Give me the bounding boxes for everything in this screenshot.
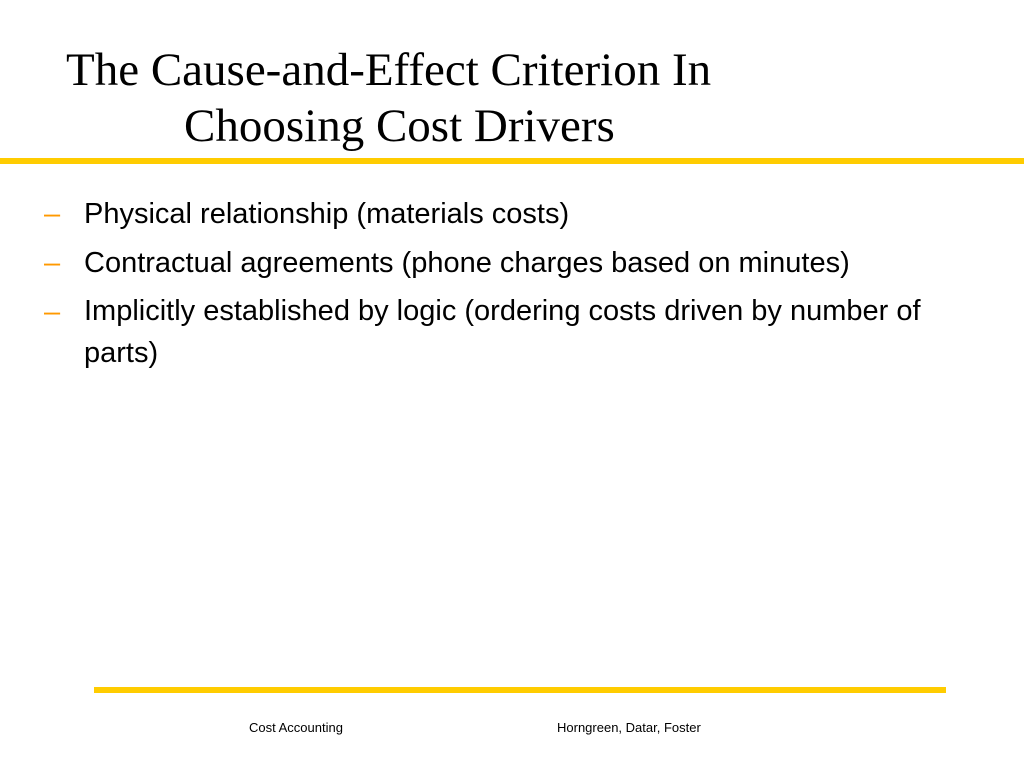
footer-authors: Horngreen, Datar, Foster bbox=[557, 720, 701, 735]
slide-title-line-2: Choosing Cost Drivers bbox=[184, 100, 615, 152]
footer-divider bbox=[94, 687, 946, 693]
bullet-marker: – bbox=[44, 296, 61, 328]
bullet-text: Implicitly established by logic (ordering costs driven by number of parts) bbox=[84, 295, 921, 369]
bullet-item bbox=[0, 290, 1024, 374]
bullet-list bbox=[0, 192, 1024, 379]
title-divider bbox=[0, 158, 1024, 164]
bullet-marker: – bbox=[44, 198, 61, 230]
bullet-item bbox=[0, 241, 1024, 285]
bullet-item bbox=[0, 192, 1024, 236]
slide-title-line-1: The Cause-and-Effect Criterion In bbox=[66, 44, 712, 96]
bullet-text: Physical relationship (materials costs) bbox=[84, 198, 570, 230]
slide-title bbox=[66, 42, 866, 154]
bullet-text: Contractual agreements (phone charges based on minutes) bbox=[84, 247, 850, 279]
footer-course-name: Cost Accounting bbox=[249, 720, 343, 735]
bullet-marker: – bbox=[44, 247, 61, 279]
